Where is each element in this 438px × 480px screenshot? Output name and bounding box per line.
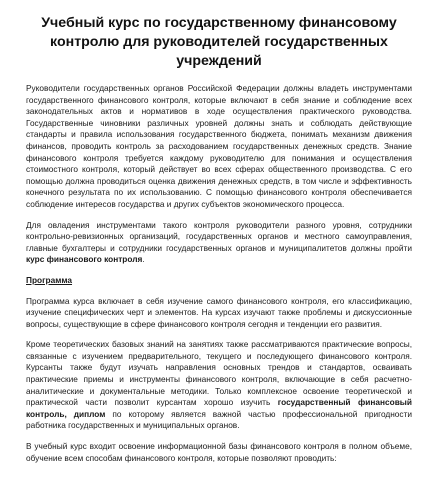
program-paragraph: Программа курса включает в себя изучение самого финансового контроля, его классификацию, изучение специфических черт и элементов. На курсах изучают также проблемы и дискуссионные вопросы, существующие в сфере финансового контроля сегодня и тенденции его развития.: [26, 295, 412, 329]
practice-end: по которому является важной частью профессиональной пригодности работника государственных и муниципальных органов.: [26, 408, 412, 431]
page-title: Учебный курс по государственному финансовому контролю для руководителей государственных учреждений: [41, 15, 397, 69]
diploma-bold: государственный финансовый контроль, диплом: [26, 397, 412, 419]
audience-end: .: [142, 254, 145, 265]
audience-paragraph: [26, 220, 412, 266]
course-name-bold: курс финансового контроля: [26, 254, 143, 265]
audience-text: Для овладения инструментами такого контроля руководители разного уровня, сотрудники контрольно-ревизионных организаций, государственных органов и местного самоуправления, главные бухгалтеры и сотрудники государственных органов и муниципалитетов должны пройти: [26, 219, 412, 253]
practice-text: Кроме теоретических базовых знаний на занятиях также рассматриваются практические вопросы, связанные с изучением предварительного, текущего и последующего финансового контроля. Курсанты также будут изучать направления основных трендов и стандартов, осваивать практические приемы и инструменты финансового контроля, включающие в себя расчетно-аналитические и документальные методики. Только комплексное освоение теоретической и практической части позволит курсантам хорошо изучить: [26, 339, 412, 408]
intro-paragraph: Руководители государственных органов Российской Федерации должны владеть инструментами государственного финансового контроля, которые включают в себя знание и соблюдение всех законодательных актов и нормативов в ходе осуществления практического руководства. Государственные чиновники различных уровней должны знать и соблюдать действующие стандарты и правила использования государственного бюджета, понимать механизм движения финансов, проводить контроль за расходованием государственных денежных средств. Знание финансового контроля требуется каждому руководителю для понимания и осуществления стоимостного контроля, который действует во всех сферах общественного производства. С его помощью должна проводиться оценка движения денежных средств, в том числе и эффективность конечного результата по их использованию. С помощью финансового контроля обеспечивается соблюдение интересов государства и других субъектов экономического процесса.: [26, 83, 412, 209]
program-heading: Программа: [26, 274, 73, 285]
practice-paragraph: [26, 339, 412, 432]
info-base-paragraph: В учебный курс входит освоение информационной базы финансового контроля в полном объеме, обучение всем способам финансового контроля, которые позволяют проводить:: [26, 441, 412, 463]
